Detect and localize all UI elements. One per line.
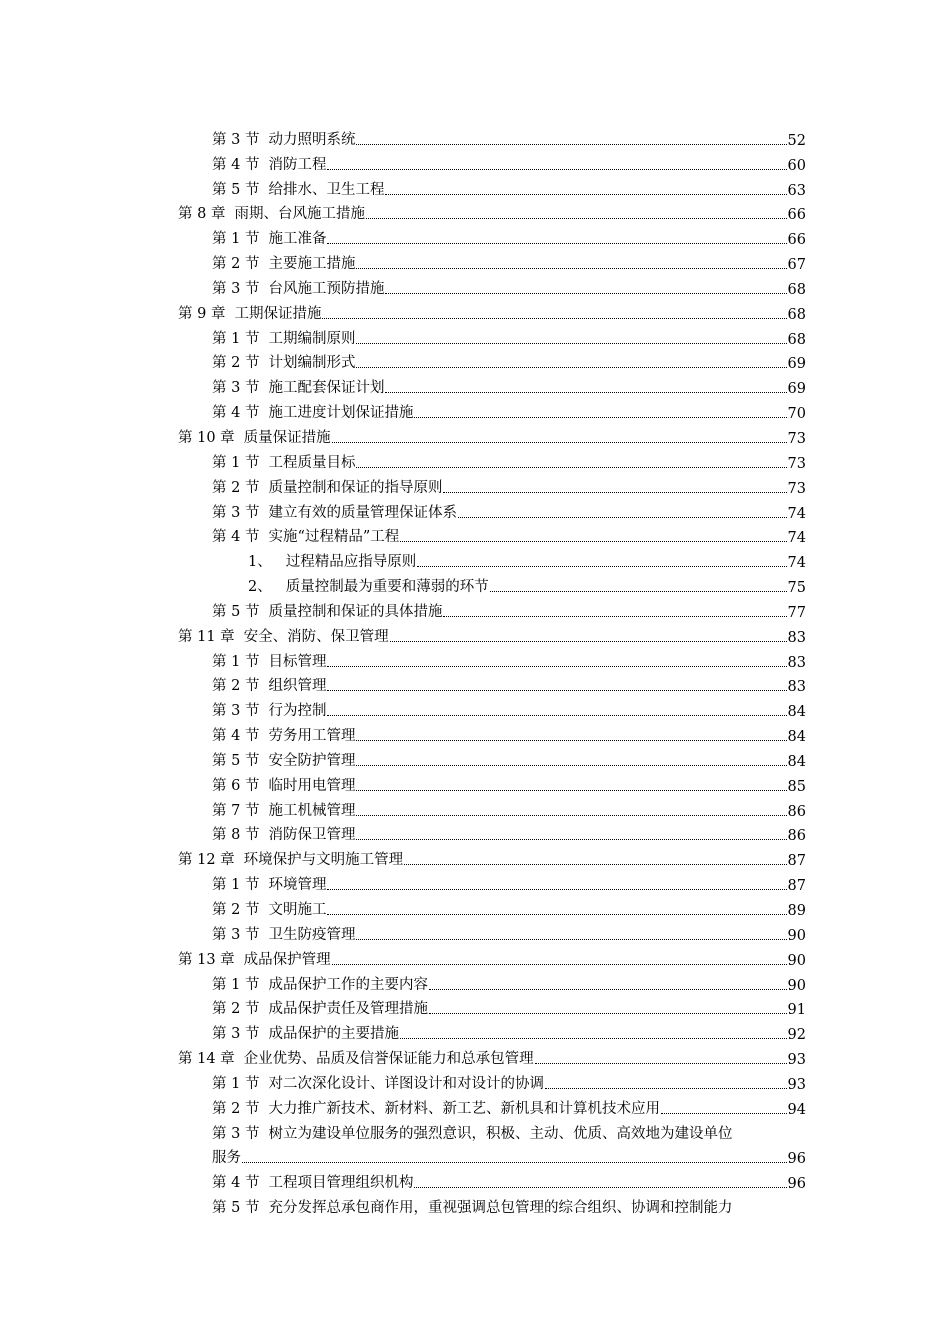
toc-section-entry[interactable] (178, 273, 806, 298)
toc-entry-page-number: 73 (787, 480, 806, 497)
toc-entry-page-number: 70 (787, 406, 806, 423)
toc-entry-page-number: 69 (787, 356, 806, 373)
dot-leader (356, 466, 786, 468)
toc-section-entry[interactable] (178, 522, 806, 547)
toc-entry-number: 第 3 节 (212, 926, 260, 943)
toc-section-entry[interactable] (178, 969, 806, 994)
toc-chapter-entry[interactable] (178, 621, 806, 646)
toc-entry-number: 第 1 节 (212, 330, 260, 347)
toc-entry-number: 第 3 节 (212, 131, 260, 148)
toc-entry-number: 第 3 节 (212, 504, 260, 521)
toc-entry-title: 质量控制和保证的指导原则 (268, 479, 443, 496)
toc-subsection-entry[interactable] (178, 546, 806, 571)
toc-section-entry[interactable] (178, 919, 806, 944)
dot-leader (327, 665, 786, 667)
toc-entry-number: 第 2 节 (212, 1100, 260, 1117)
toc-entry-number: 第 2 节 (212, 1001, 260, 1018)
toc-entry-title: 计划编制形式 (268, 355, 356, 372)
dot-leader (390, 640, 787, 642)
toc-entry-title: 行为控制 (268, 703, 327, 720)
toc-entry-page-number: 96 (787, 1151, 806, 1168)
toc-entry-number: 第 4 节 (212, 405, 260, 422)
toc-entry-page-number: 90 (787, 952, 806, 969)
table-of-contents (178, 124, 806, 1217)
toc-entry-page-number: 68 (787, 306, 806, 323)
toc-entry-page-number: 63 (787, 182, 806, 199)
toc-entry-title: 组织管理 (268, 678, 327, 695)
toc-entry-title: 成品保护的主要措施 (268, 1026, 399, 1043)
toc-section-entry[interactable] (178, 820, 806, 845)
toc-entry-title: 卫生防疫管理 (268, 926, 356, 943)
toc-entry-title: 工期保证措施 (234, 305, 322, 322)
toc-entry-title: 给排水、卫生工程 (268, 181, 385, 198)
dot-leader (356, 814, 786, 816)
toc-chapter-entry[interactable] (178, 422, 806, 447)
toc-entry-page-number: 93 (787, 1076, 806, 1093)
dot-leader (429, 1012, 787, 1014)
toc-entry-page-number: 96 (787, 1176, 806, 1193)
toc-entry-page-number: 86 (787, 828, 806, 845)
toc-entry-page-number: 92 (787, 1027, 806, 1044)
toc-entry-page-number: 84 (787, 729, 806, 746)
dot-leader (327, 242, 786, 244)
toc-entry-title: 安全、消防、保卫管理 (243, 628, 389, 645)
toc-entry-page-number: 87 (787, 853, 806, 870)
toc-entry-title: 过程精品应指导原则 (285, 554, 417, 571)
toc-entry-title: 充分发挥总承包商作用，重视强调总包管理的综合组织、协调和控制能力 (268, 1200, 733, 1217)
toc-entry-number: 第 1 节 (212, 877, 260, 894)
toc-entry-title: 消防工程 (268, 156, 327, 173)
toc-entry-number: 第 7 节 (212, 802, 260, 819)
dot-leader (356, 366, 786, 368)
toc-entry-title: 主要施工措施 (268, 256, 356, 273)
toc-section-entry[interactable] (178, 1192, 806, 1217)
dot-leader (385, 193, 786, 195)
toc-entry-number: 第 3 节 (212, 1125, 260, 1142)
toc-entry-number: 第 14 章 (178, 1051, 235, 1068)
toc-entry-number: 第 2 节 (212, 256, 260, 273)
toc-section-entry[interactable] (178, 770, 806, 795)
toc-section-entry[interactable] (178, 348, 806, 373)
toc-section-entry[interactable] (178, 1167, 806, 1192)
dot-leader (535, 1062, 787, 1064)
toc-entry-page-number: 83 (787, 629, 806, 646)
toc-section-entry[interactable] (178, 869, 806, 894)
toc-entry-title: 成品保护管理 (243, 951, 331, 968)
toc-section-entry[interactable] (178, 1093, 806, 1118)
toc-entry-title: 质量保证措施 (243, 429, 331, 446)
dot-leader (429, 988, 787, 990)
toc-entry-page-number: 84 (787, 704, 806, 721)
toc-entry-number: 第 1 节 (212, 454, 260, 471)
toc-entry-continuation[interactable] (178, 1143, 806, 1168)
toc-entry-page-number: 69 (787, 381, 806, 398)
toc-entry-title: 成品保护工作的主要内容 (268, 976, 428, 993)
toc-entry-page-number: 94 (787, 1101, 806, 1118)
toc-entry-number: 第 2 节 (212, 355, 260, 372)
dot-leader (356, 838, 786, 840)
toc-entry-title: 临时用电管理 (268, 777, 356, 794)
toc-entry-title: 建立有效的质量管理保证体系 (268, 504, 457, 521)
toc-entry-number: 第 8 节 (212, 827, 260, 844)
toc-section-entry[interactable] (178, 1018, 806, 1043)
toc-section-entry[interactable] (178, 248, 806, 273)
dot-leader (327, 888, 786, 890)
toc-entry-title: 施工准备 (268, 231, 327, 248)
toc-chapter-entry[interactable] (178, 298, 806, 323)
toc-entry-title: 施工进度计划保证措施 (268, 405, 414, 422)
toc-entry-number: 第 4 节 (212, 1175, 260, 1192)
toc-entry-number: 第 12 章 (178, 852, 235, 869)
toc-subsection-entry[interactable] (178, 571, 806, 596)
toc-section-entry[interactable] (178, 372, 806, 397)
toc-section-entry[interactable] (178, 124, 806, 149)
toc-section-entry[interactable] (178, 1068, 806, 1093)
toc-entry-page-number: 74 (787, 555, 806, 572)
toc-entry-title: 环境管理 (268, 877, 327, 894)
toc-section-entry[interactable] (178, 745, 806, 770)
toc-entry-page-number: 77 (787, 604, 806, 621)
toc-chapter-entry[interactable] (178, 944, 806, 969)
toc-entry-title: 企业优势、品质及信誉保证能力和总承包管理 (243, 1051, 534, 1068)
dot-leader (356, 938, 786, 940)
dot-leader (332, 441, 787, 443)
toc-entry-title: 文明施工 (268, 902, 327, 918)
toc-entry-title: 工程项目管理组织机构 (268, 1175, 414, 1192)
dot-leader (414, 416, 786, 418)
toc-entry-page-number: 83 (787, 654, 806, 671)
dot-leader (356, 143, 786, 145)
toc-entry-number: 第 4 节 (212, 728, 260, 745)
toc-section-entry[interactable] (178, 472, 806, 497)
toc-entry-number: 第 6 节 (212, 777, 260, 794)
toc-entry-title: 雨期、台风施工措施 (234, 206, 365, 223)
toc-entry-page-number: 75 (787, 580, 806, 597)
toc-entry-number: 第 1 节 (212, 231, 260, 248)
toc-chapter-entry[interactable] (178, 199, 806, 224)
toc-entry-title: 质量控制和保证的具体措施 (268, 603, 443, 620)
dot-leader (327, 714, 786, 716)
dot-leader (404, 863, 786, 865)
toc-entry-number: 第 5 节 (212, 181, 260, 198)
toc-entry-title: 目标管理 (268, 653, 327, 670)
toc-entry-page-number: 73 (787, 430, 806, 447)
toc-entry-page-number: 83 (787, 679, 806, 696)
dot-leader (356, 342, 786, 344)
dot-leader (356, 267, 786, 269)
dot-leader (414, 1186, 786, 1188)
toc-chapter-entry[interactable] (178, 844, 806, 869)
toc-entry-page-number: 52 (787, 132, 806, 149)
toc-entry-title: 动力照明系统 (268, 131, 356, 148)
toc-entry-title: 质量控制最为重要和薄弱的环节 (285, 579, 489, 596)
toc-entry-title: 消防保卫管理 (268, 827, 356, 844)
toc-entry-title: 工程质量目标 (268, 454, 356, 471)
dot-leader (327, 689, 786, 691)
toc-entry-page-number: 74 (787, 530, 806, 547)
toc-entry-number: 第 5 节 (212, 752, 260, 769)
toc-entry-title: 大力推广新技术、新材料、新工艺、新机具和计算机技术应用 (268, 1100, 660, 1117)
toc-section-entry[interactable] (178, 720, 806, 745)
toc-section-entry[interactable] (178, 671, 806, 696)
toc-entry-number: 第 1 节 (212, 653, 260, 670)
toc-entry-number: 第 4 节 (212, 529, 260, 546)
dot-leader (356, 764, 786, 766)
toc-entry-number: 第 2 节 (212, 479, 260, 496)
dot-leader (332, 963, 787, 965)
toc-section-entry[interactable] (178, 149, 806, 174)
toc-entry-page-number: 87 (787, 878, 806, 895)
toc-section-entry[interactable] (178, 447, 806, 472)
toc-entry-page-number: 74 (787, 505, 806, 522)
dot-leader (366, 217, 787, 219)
toc-entry-page-number: 60 (787, 157, 806, 174)
toc-section-entry[interactable] (178, 994, 806, 1019)
toc-entry-title: 施工配套保证计划 (268, 380, 385, 397)
dot-leader (490, 590, 787, 592)
dot-leader (327, 168, 786, 170)
toc-section-entry[interactable] (178, 174, 806, 199)
dot-leader (458, 516, 787, 518)
toc-section-entry[interactable] (178, 596, 806, 621)
toc-entry-page-number: 93 (787, 1052, 806, 1069)
dot-leader (242, 1161, 787, 1163)
toc-entry-title: 成品保护责任及管理措施 (268, 1001, 428, 1018)
dot-leader (322, 317, 786, 319)
toc-entry-page-number: 85 (787, 778, 806, 795)
toc-entry-number: 1、 (248, 554, 272, 571)
toc-entry-page-number: 84 (787, 753, 806, 770)
dot-leader (443, 491, 786, 493)
toc-entry-page-number: 67 (787, 257, 806, 274)
dot-leader (385, 292, 786, 294)
toc-entry-title: 对二次深化设计、详图设计和对设计的协调 (268, 1075, 544, 1092)
toc-entry-title: 台风施工预防措施 (268, 280, 385, 297)
dot-leader (356, 789, 786, 791)
toc-section-entry[interactable] (178, 497, 806, 522)
dot-leader (661, 1112, 787, 1114)
toc-entry-page-number: 73 (787, 455, 806, 472)
toc-entry-number: 第 13 章 (178, 951, 235, 968)
toc-entry-number: 第 3 节 (212, 280, 260, 297)
toc-entry-number: 2、 (248, 579, 272, 596)
dot-leader (400, 540, 786, 542)
toc-entry-number: 第 9 章 (178, 305, 226, 322)
toc-entry-number: 第 1 节 (212, 976, 260, 993)
toc-entry-page-number: 90 (787, 927, 806, 944)
toc-entry-title: 劳务用工管理 (268, 728, 356, 745)
toc-entry-title: 安全防护管理 (268, 752, 356, 769)
toc-section-entry[interactable] (178, 397, 806, 422)
dot-leader (385, 391, 786, 393)
toc-entry-page-number: 86 (787, 803, 806, 820)
dot-leader (400, 1037, 787, 1039)
toc-entry-number: 第 10 章 (178, 429, 235, 446)
toc-entry-title-continued: 服务 (212, 1150, 241, 1167)
toc-entry-page-number: 89 (787, 903, 806, 919)
toc-entry-number: 第 1 节 (212, 1075, 260, 1092)
toc-entry-number: 第 3 节 (212, 1026, 260, 1043)
toc-section-entry[interactable] (178, 646, 806, 671)
toc-section-entry[interactable] (178, 695, 806, 720)
toc-entry-number: 第 4 节 (212, 156, 260, 173)
toc-entry-page-number: 66 (787, 232, 806, 249)
toc-entry-number: 第 3 节 (212, 703, 260, 720)
dot-leader (356, 739, 786, 741)
toc-entry-number: 第 11 章 (178, 628, 235, 645)
toc-entry-page-number: 68 (787, 281, 806, 298)
dot-leader (545, 1087, 787, 1089)
toc-entry-title: 实施“过程精品”工程 (268, 529, 400, 546)
dot-leader (443, 615, 786, 617)
toc-entry-page-number: 66 (787, 207, 806, 224)
toc-entry-number: 第 5 节 (212, 1200, 260, 1217)
dot-leader (327, 913, 786, 915)
toc-entry-title: 施工机械管理 (268, 802, 356, 819)
toc-entry-page-number: 91 (787, 1002, 806, 1019)
toc-section-entry[interactable] (178, 323, 806, 348)
toc-entry-page-number: 68 (787, 331, 806, 348)
dot-leader (417, 565, 786, 567)
toc-entry-title: 环境保护与文明施工管理 (243, 852, 404, 869)
toc-entry-title: 树立为建设单位服务的强烈意识，积极、主动、优质、高效地为建设单位 (268, 1125, 733, 1142)
toc-chapter-entry[interactable] (178, 1043, 806, 1068)
toc-section-entry[interactable] (178, 795, 806, 820)
toc-entry-number: 第 2 节 (212, 902, 260, 918)
toc-section-entry[interactable] (178, 223, 806, 248)
toc-entry-number: 第 3 节 (212, 380, 260, 397)
toc-entry-number: 第 2 节 (212, 678, 260, 695)
toc-entry-number: 第 8 章 (178, 206, 226, 223)
toc-entry-title: 工期编制原则 (268, 330, 356, 347)
toc-section-entry[interactable] (178, 1118, 806, 1143)
toc-entry-page-number: 90 (787, 977, 806, 994)
toc-entry-number: 第 5 节 (212, 603, 260, 620)
toc-section-entry[interactable] (178, 894, 806, 919)
